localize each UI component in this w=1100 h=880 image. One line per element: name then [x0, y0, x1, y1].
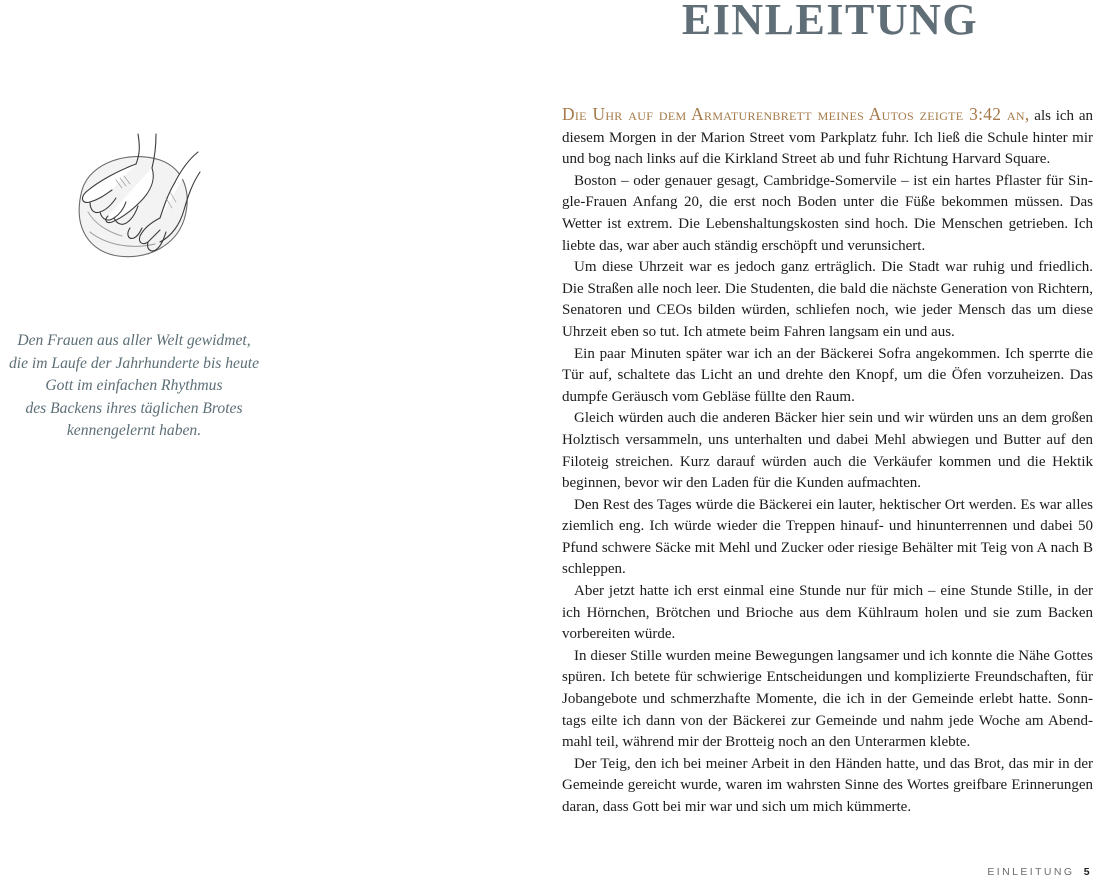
left-page [0, 0, 540, 880]
chapter-title: EINLEITUNG [681, 0, 979, 44]
lead-in-small-caps: Die Uhr auf dem Armaturenbrett meines Autos zeigte 3:42 an, [562, 104, 1030, 124]
dedication-line: Den Frauen aus aller Welt gewidmet, [17, 332, 251, 349]
paragraph: Um diese Uhrzeit war es jedoch ganz erträglich. Die Stadt war ruhig und friedlich. Die Straßen alle noch leer. Die Studenten, die bald die nächste Generation von Richtern, Senatoren und CEOs bilden würden, schliefen noch, wie jeder Mensch das um diese Uhrzeit eben so tut. Ich atmete beim Fahren langsam ein und aus. [562, 259, 1093, 340]
paragraph: Aber jetzt hatte ich erst einmal eine Stunde nur für mich – eine Stunde Stille, in der ich Hörnchen, Brötchen und Brioche aus dem Kühlraum holen und sie zum Backen vorbereiten würde. [562, 583, 1093, 643]
running-footer [987, 866, 1092, 878]
paragraph: In dieser Stille wurden meine Bewegungen langsamer und ich konnte die Nähe Gottes spüren. Ich betete für schwierige Entscheidungen und komplizierte Freundschaften, für Jobangebote und schmerzhafte Momente, die ich in der Gemeinde erlebt hatte. Sonntags eilte ich dann von der Bäckerei zur Gemeinde und nahm jede Woche am Abendmahl teil, während mir der Brotteig noch an den Unterarmen klebte. [562, 647, 1093, 751]
paragraph-text: als ich an diesem Morgen in der Marion Street vom Parkplatz fuhr. Ich ließ die Schule hinter mir und bog nach links auf die Kirkland Street ab und fuhr Richtung Harvard Square. [562, 108, 1093, 168]
dedication-line: Gott im einfachen Rhythmus [45, 377, 223, 395]
paragraph [562, 104, 1093, 171]
dedication-line: kennengelernt haben. [66, 422, 202, 440]
paragraph: Den Rest des Tages würde die Bäckerei ein lauter, hektischer Ort werden. Es war alles ziemlich eng. Ich würde wieder die Treppen hinauf- und hinunterrennen und dabei 50 Pfund schwere Säcke mit Mehl und Zucker oder riesige Behälter mit Teig von A nach B schleppen. [562, 496, 1093, 578]
page-number: 5 [1083, 866, 1092, 878]
chapter-body [562, 104, 1093, 819]
dedication [0, 330, 268, 443]
paragraph: Boston – oder genauer gesagt, Cambridge-Somervile – ist ein hartes Pflaster für Single-Frauen Anfang 20, die erst noch Boden unter die Füße bekommen müssen. Das Wetter ist extrem. Die Lebenshaltungskosten sind hoch. Die Menschen getrieben. Ich liebte das, war aber auch ständig erschöpft und verunsichert. [562, 172, 1093, 254]
dedication-line: des Backens ihres täglichen Brotes [25, 399, 243, 417]
dedication-line: die im Laufe der Jahrhunderte bis heute [8, 354, 260, 372]
paragraph: Der Teig, den ich bei meiner Arbeit in den Händen hatte, und das Brot, das mir in der Gemeinde gereicht wurde, waren im wahrsten Sinne des Wortes greifbare Erinnerungen daran, dass Gott bei mir war und sich um mich kümmerte. [562, 755, 1093, 815]
paragraph: Gleich würden auch die anderen Bäcker hier sein und wir würden uns an dem großen Holztisch versammeln, uns unterhalten und dabei Mehl abwiegen und Butter auf den Filoteig streichen. Kurz darauf würden auch die Verkäufer kommen und die Hektik beginnen, bevor wir den Laden für die Kunden aufmachten. [562, 410, 1093, 492]
hands-kneading-dough-icon [60, 132, 205, 267]
running-head: EINLEITUNG [987, 866, 1075, 878]
paragraph: Ein paar Minuten später war ich an der Bäckerei Sofra angekommen. Ich sperrte die Tür auf, schaltete das Licht an und drehte den Knopf, um die Öfen vorzuheizen. Das dumpfe Geräusch vom Gebläse füllte den Raum. [562, 345, 1093, 405]
